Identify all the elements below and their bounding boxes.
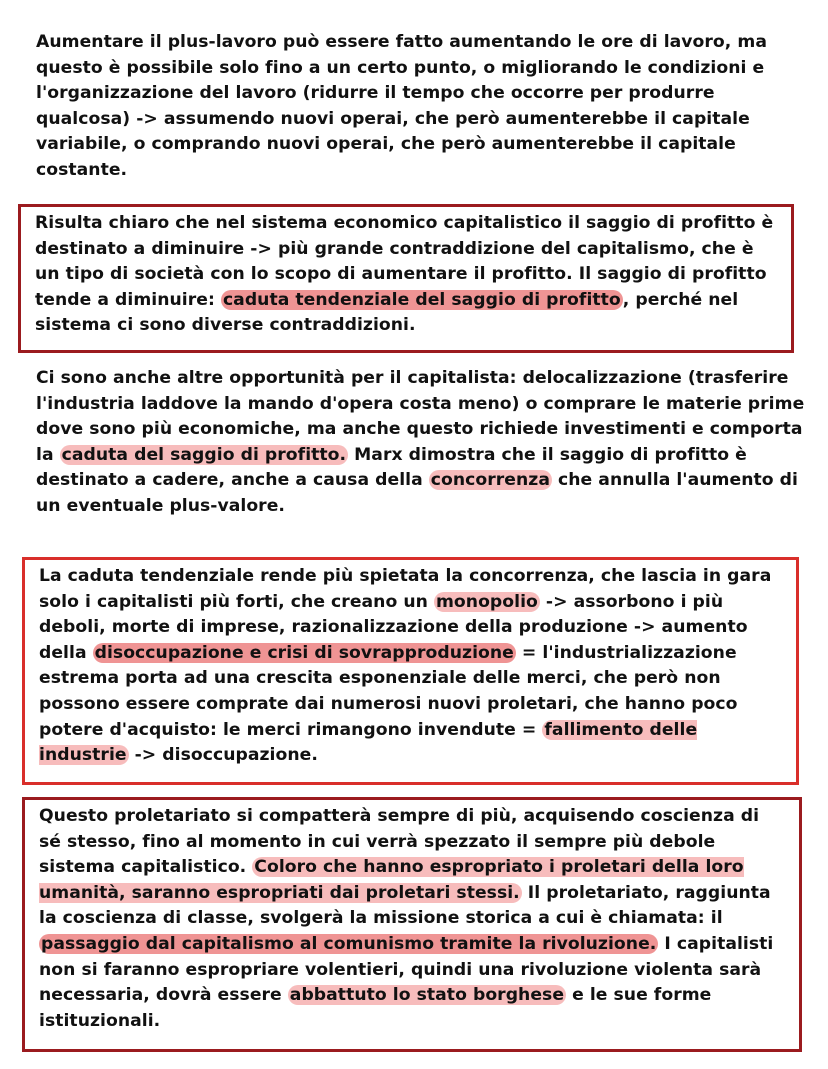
text-segment: -> assorbono i più deboli, morte di imprese, razionalizzazione della produzione -> aumento della: [39, 591, 748, 663]
text-segment: Marx dimostra che il saggio di profitto è destinato a cadere, anche a causa della: [36, 444, 747, 491]
box-proletariato: [22, 797, 802, 1052]
paragraph-text: [36, 366, 806, 520]
text-segment: Ci sono anche altre opportunità per il capitalista: delocalizzazione (trasferire l'industria laddove la mando d'opera costa meno) o comprare le materie prime dove sono più economiche, ma anche questo richiede investimenti e comporta la: [36, 368, 805, 465]
box-concorrenza: [22, 557, 799, 785]
text-segment: -> disoccupazione.: [128, 745, 318, 766]
text-segment: , perché nel sistema ci sono diverse contraddizioni.: [35, 289, 739, 336]
highlight-caduta-tendenziale: caduta tendenziale del saggio di profitto: [222, 289, 621, 310]
paragraph-plus-lavoro: [36, 30, 806, 184]
text-segment: = l'industrializzazione estrema porta ad una crescita esponenziale delle merci, che però non possono essere comprate dai numerosi nuovi proletari, che hanno poco potere d'acquisto: le merci rimangono invendute =: [39, 642, 738, 740]
box-text: [35, 211, 779, 339]
paragraph-text: Aumentare il plus-lavoro può essere fatto aumentando le ore di lavoro, ma questo è possibile solo fino a un certo punto, o migliorando le condizioni e l'organizzazione del lavoro (ridurre il tempo che occorre per produrre qualcosa) -> assumendo nuovi operai, che però aumenterebbe il capitale variabile, o comprando nuovi operai, che però aumenterebbe il capitale costante.: [36, 32, 767, 180]
box-text: [39, 804, 787, 1034]
highlight-concorrenza: concorrenza: [430, 470, 550, 491]
highlight-fallimento: fallimento delle industrie: [39, 719, 698, 766]
box-text: [39, 564, 784, 769]
highlight-passaggio-comunismo: passaggio dal capitalismo al comunismo tramite la rivoluzione.: [41, 933, 657, 954]
text-segment: e le sue forme istituzionali.: [39, 985, 712, 1031]
text-segment: Il proletariato, raggiunta la coscienza di classe, svolgerà la missione storica a cui è chiamata: il: [39, 882, 771, 929]
box-caduta-saggio: [18, 204, 794, 353]
text-segment: La caduta tendenziale rende più spietata la concorrenza, che lascia in gara solo i capitalisti più forti, che creano un: [39, 566, 772, 612]
highlight-stato-borghese: abbattuto lo stato borghese: [289, 985, 565, 1006]
paragraph-opportunita: [36, 366, 806, 520]
highlight-disoccupazione: disoccupazione e crisi di sovrapproduzione: [94, 642, 514, 663]
highlight-espropriati: Coloro che hanno espropriato i proletari della loro umanità, saranno espropriati dai proletari stessi.: [39, 857, 744, 903]
highlight-caduta-saggio: caduta del saggio di profitto.: [61, 444, 347, 465]
text-segment: I capitalisti non si faranno espropriare volentieri, quindi una rivoluzione violenta sarà necessaria, dovrà essere: [39, 933, 774, 1006]
text-segment: che annulla l'aumento di un eventuale plus-valore.: [36, 470, 798, 516]
text-segment: Risulta chiaro che nel sistema economico capitalistico il saggio di profitto è destinato a diminuire -> più grande contraddizione del capitalismo, che è un tipo di società con lo scopo di aumentare il profitto. Il saggio di profitto tende a diminuire:: [35, 213, 774, 310]
text-segment: Questo proletariato si compatterà sempre di più, acquisendo coscienza di sé stesso, fino al momento in cui verrà spezzato il sempre più debole sistema capitalistico.: [39, 806, 760, 878]
highlight-monopolio: monopolio: [435, 591, 538, 612]
